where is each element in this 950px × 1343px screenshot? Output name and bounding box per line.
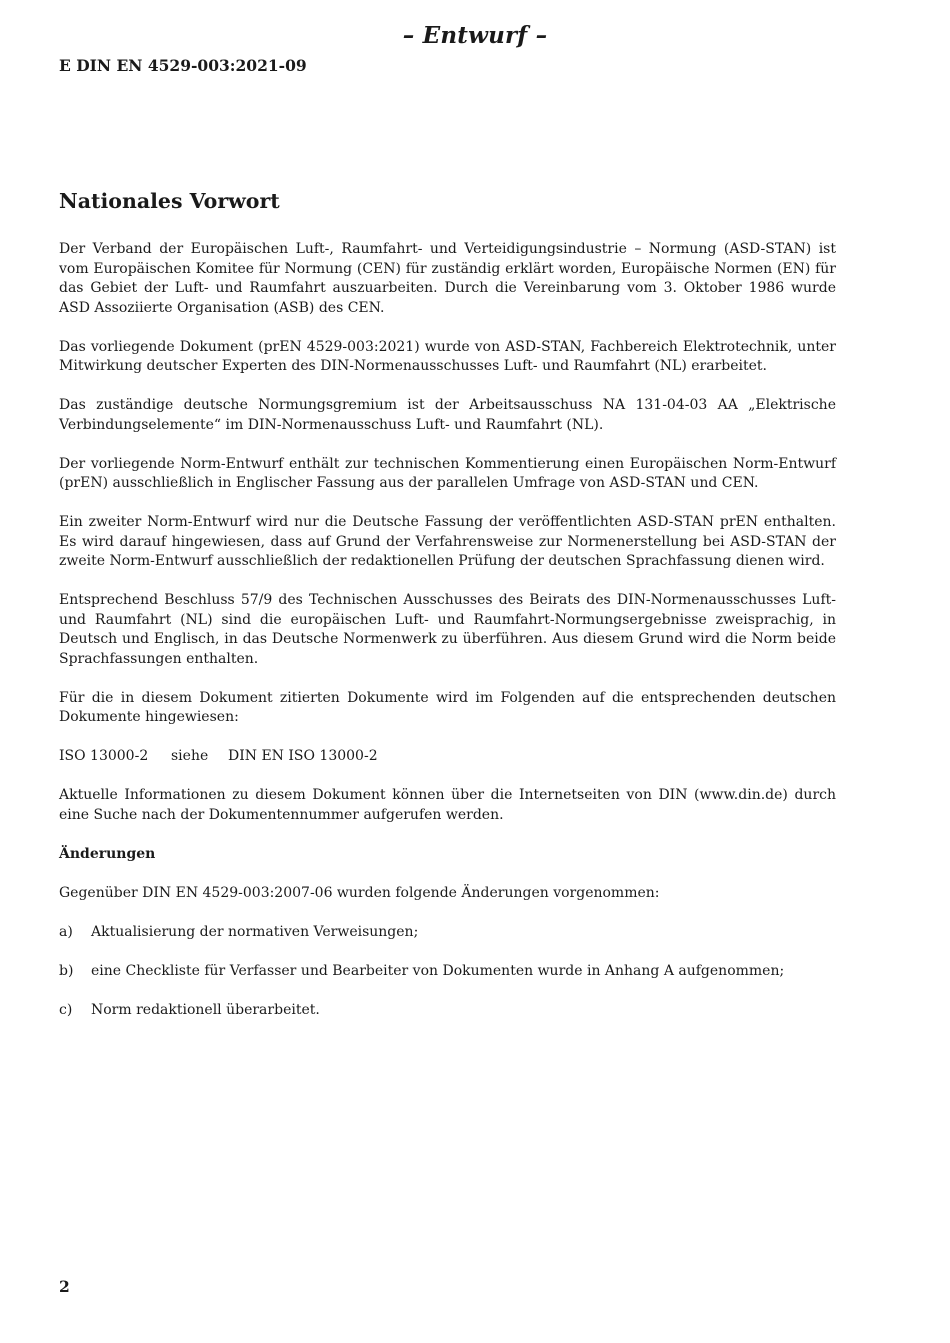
reference-relation: siehe [171, 748, 209, 764]
section-title: Nationales Vorwort [59, 189, 280, 213]
paragraph: Das zuständige deutsche Normungsgremium ist der Arbeitsausschuss NA 131-04-03 AA „Elektrische Verbindungselemente“ im DIN-Normenausschuss Luft- und Raumfahrt (NL). [59, 397, 836, 433]
changes-title: Änderungen [59, 845, 156, 862]
changes-intro: Gegenüber DIN EN 4529-003:2007-06 wurden folgende Änderungen vorgenommen: [59, 884, 660, 901]
paragraph: Entsprechend Beschluss 57/9 des Technischen Ausschusses des Beirats des DIN-Normenausschusses Luft- und Raumfahrt (NL) sind die europäischen Luft- und Raumfahrt-Normungsergebnisse zweisprachig, in Deutsch und Englisch, in das Deutsche Normenwerk zu überführen. Aus diesem Grund wird die Norm beide Sprachfassungen enthalten. [59, 592, 836, 667]
national-document: DIN EN ISO 13000-2 [228, 748, 378, 764]
foreword-body [59, 240, 836, 1040]
document-id: E DIN EN 4529-003:2021-09 [59, 56, 307, 75]
list-marker: c) [59, 1001, 73, 1018]
paragraph: Der Verband der Europäischen Luft-, Raumfahrt- und Verteidigungsindustrie – Normung (ASD-STAN) ist vom Europäischen Komitee für Normung (CEN) für zuständig erklärt worden, Europäische Normen (EN) für das Gebiet der Luft- und Raumfahrt auszuarbeiten. Durch die Vereinbarung vom 3. Oktober 1986 wurde ASD Assoziierte Organisation (ASB) des CEN. [59, 241, 836, 316]
list-text: eine Checkliste für Verfasser und Bearbeiter von Dokumenten wurde in Anhang A aufgenommen; [91, 962, 785, 979]
draft-label: – Entwurf – [402, 22, 548, 49]
page-number: 2 [59, 1277, 70, 1296]
paragraph: Ein zweiter Norm-Entwurf wird nur die Deutsche Fassung der veröffentlichten ASD-STAN prEN enthalten. Es wird darauf hingewiesen, dass auf Grund der Verfahrensweise zur Normenerstellung bei ASD-STAN der zweite Norm-Entwurf ausschließlich der redaktionellen Prüfung der deutschen Sprachfassung dienen wird. [59, 514, 836, 569]
list-item [59, 923, 836, 943]
list-text: Aktualisierung der normativen Verweisungen; [91, 923, 419, 940]
paragraph: Der vorliegende Norm-Entwurf enthält zur technischen Kommentierung einen Europäischen Norm-Entwurf (prEN) ausschließlich in Englischer Fassung aus der parallelen Umfrage von ASD-STAN und CEN. [59, 455, 836, 491]
reference-line [59, 747, 836, 767]
list-item [59, 962, 836, 982]
info-paragraph: Aktuelle Informationen zu diesem Dokument können über die Internetseiten von DIN (www.din.de) durch eine Suche nach der Dokumentennummer aufgerufen werden. [59, 787, 836, 823]
paragraph: Das vorliegende Dokument (prEN 4529-003:2021) wurde von ASD-STAN, Fachbereich Elektrotechnik, unter Mitwirkung deutscher Experten des DIN-Normenausschusses Luft- und Raumfahrt (NL) erarbeitet. [59, 338, 836, 374]
list-marker: b) [59, 962, 74, 979]
list-marker: a) [59, 923, 73, 940]
cited-document: ISO 13000-2 [59, 748, 149, 764]
paragraph: Für die in diesem Dokument zitierten Dokumente wird im Folgenden auf die entsprechenden deutschen Dokumente hingewiesen: [59, 689, 836, 725]
list-text: Norm redaktionell überarbeitet. [91, 1001, 320, 1018]
list-item [59, 1001, 836, 1021]
